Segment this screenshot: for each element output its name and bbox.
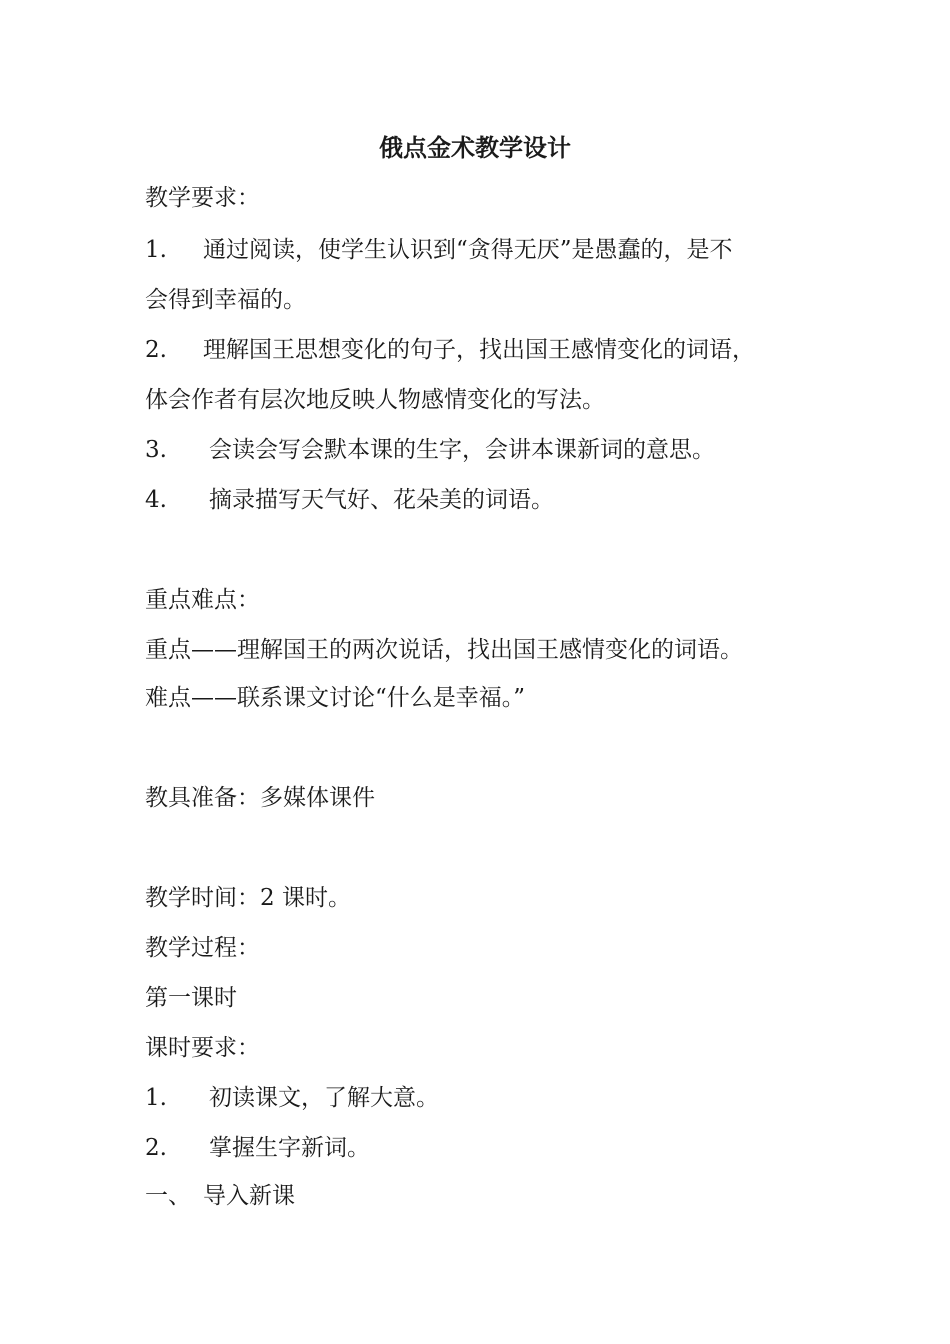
requirement-item-2	[145, 334, 825, 366]
requirements-heading: 教学要求：	[145, 185, 260, 211]
item-number: 1.	[145, 1085, 167, 1111]
item-number: 4.	[145, 487, 167, 513]
item-text: 通过阅读，使学生认识到“贪得无厌”是愚蠢的，是不	[203, 237, 733, 263]
lesson-item-1	[145, 1082, 825, 1114]
teaching-process-heading: 教学过程：	[145, 935, 260, 961]
requirement-item-2-cont: 体会作者有层次地反映人物感情变化的写法。	[145, 387, 605, 413]
requirement-item-1-cont: 会得到幸福的。	[145, 287, 306, 313]
item-number: 2.	[145, 337, 167, 363]
teaching-tools: 教具准备：多媒体课件	[145, 785, 375, 811]
requirement-item-1	[145, 234, 825, 266]
section-text: 导入新课	[203, 1183, 295, 1209]
requirement-item-4	[145, 484, 825, 516]
item-text: 会读会写会默本课的生字，会讲本课新词的意思。	[209, 437, 715, 463]
focus-point: 重点——理解国王的两次说话，找出国王感情变化的词语。	[145, 637, 743, 663]
teaching-time: 教学时间：2 课时。	[145, 885, 351, 911]
document-title: 俄点金术教学设计	[379, 133, 571, 162]
item-text: 理解国王思想变化的句子，找出国王感情变化的词语，	[203, 337, 755, 363]
lesson-1-heading: 第一课时	[145, 985, 237, 1011]
item-number: 2.	[145, 1135, 167, 1161]
item-text: 初读课文，了解大意。	[209, 1085, 439, 1111]
item-text: 掌握生字新词。	[209, 1135, 370, 1161]
lesson-item-2	[145, 1132, 825, 1164]
item-number: 3.	[145, 437, 167, 463]
key-points-heading: 重点难点：	[145, 587, 260, 613]
requirement-item-3	[145, 434, 825, 466]
difficulty-point: 难点——联系课文讨论“什么是幸福。”	[145, 685, 526, 711]
lesson-requirements-heading: 课时要求：	[145, 1035, 260, 1061]
item-text: 摘录描写天气好、花朵美的词语。	[209, 487, 554, 513]
item-number: 1.	[145, 237, 167, 263]
section-introduction	[145, 1180, 825, 1212]
section-number: 一、	[145, 1183, 191, 1209]
